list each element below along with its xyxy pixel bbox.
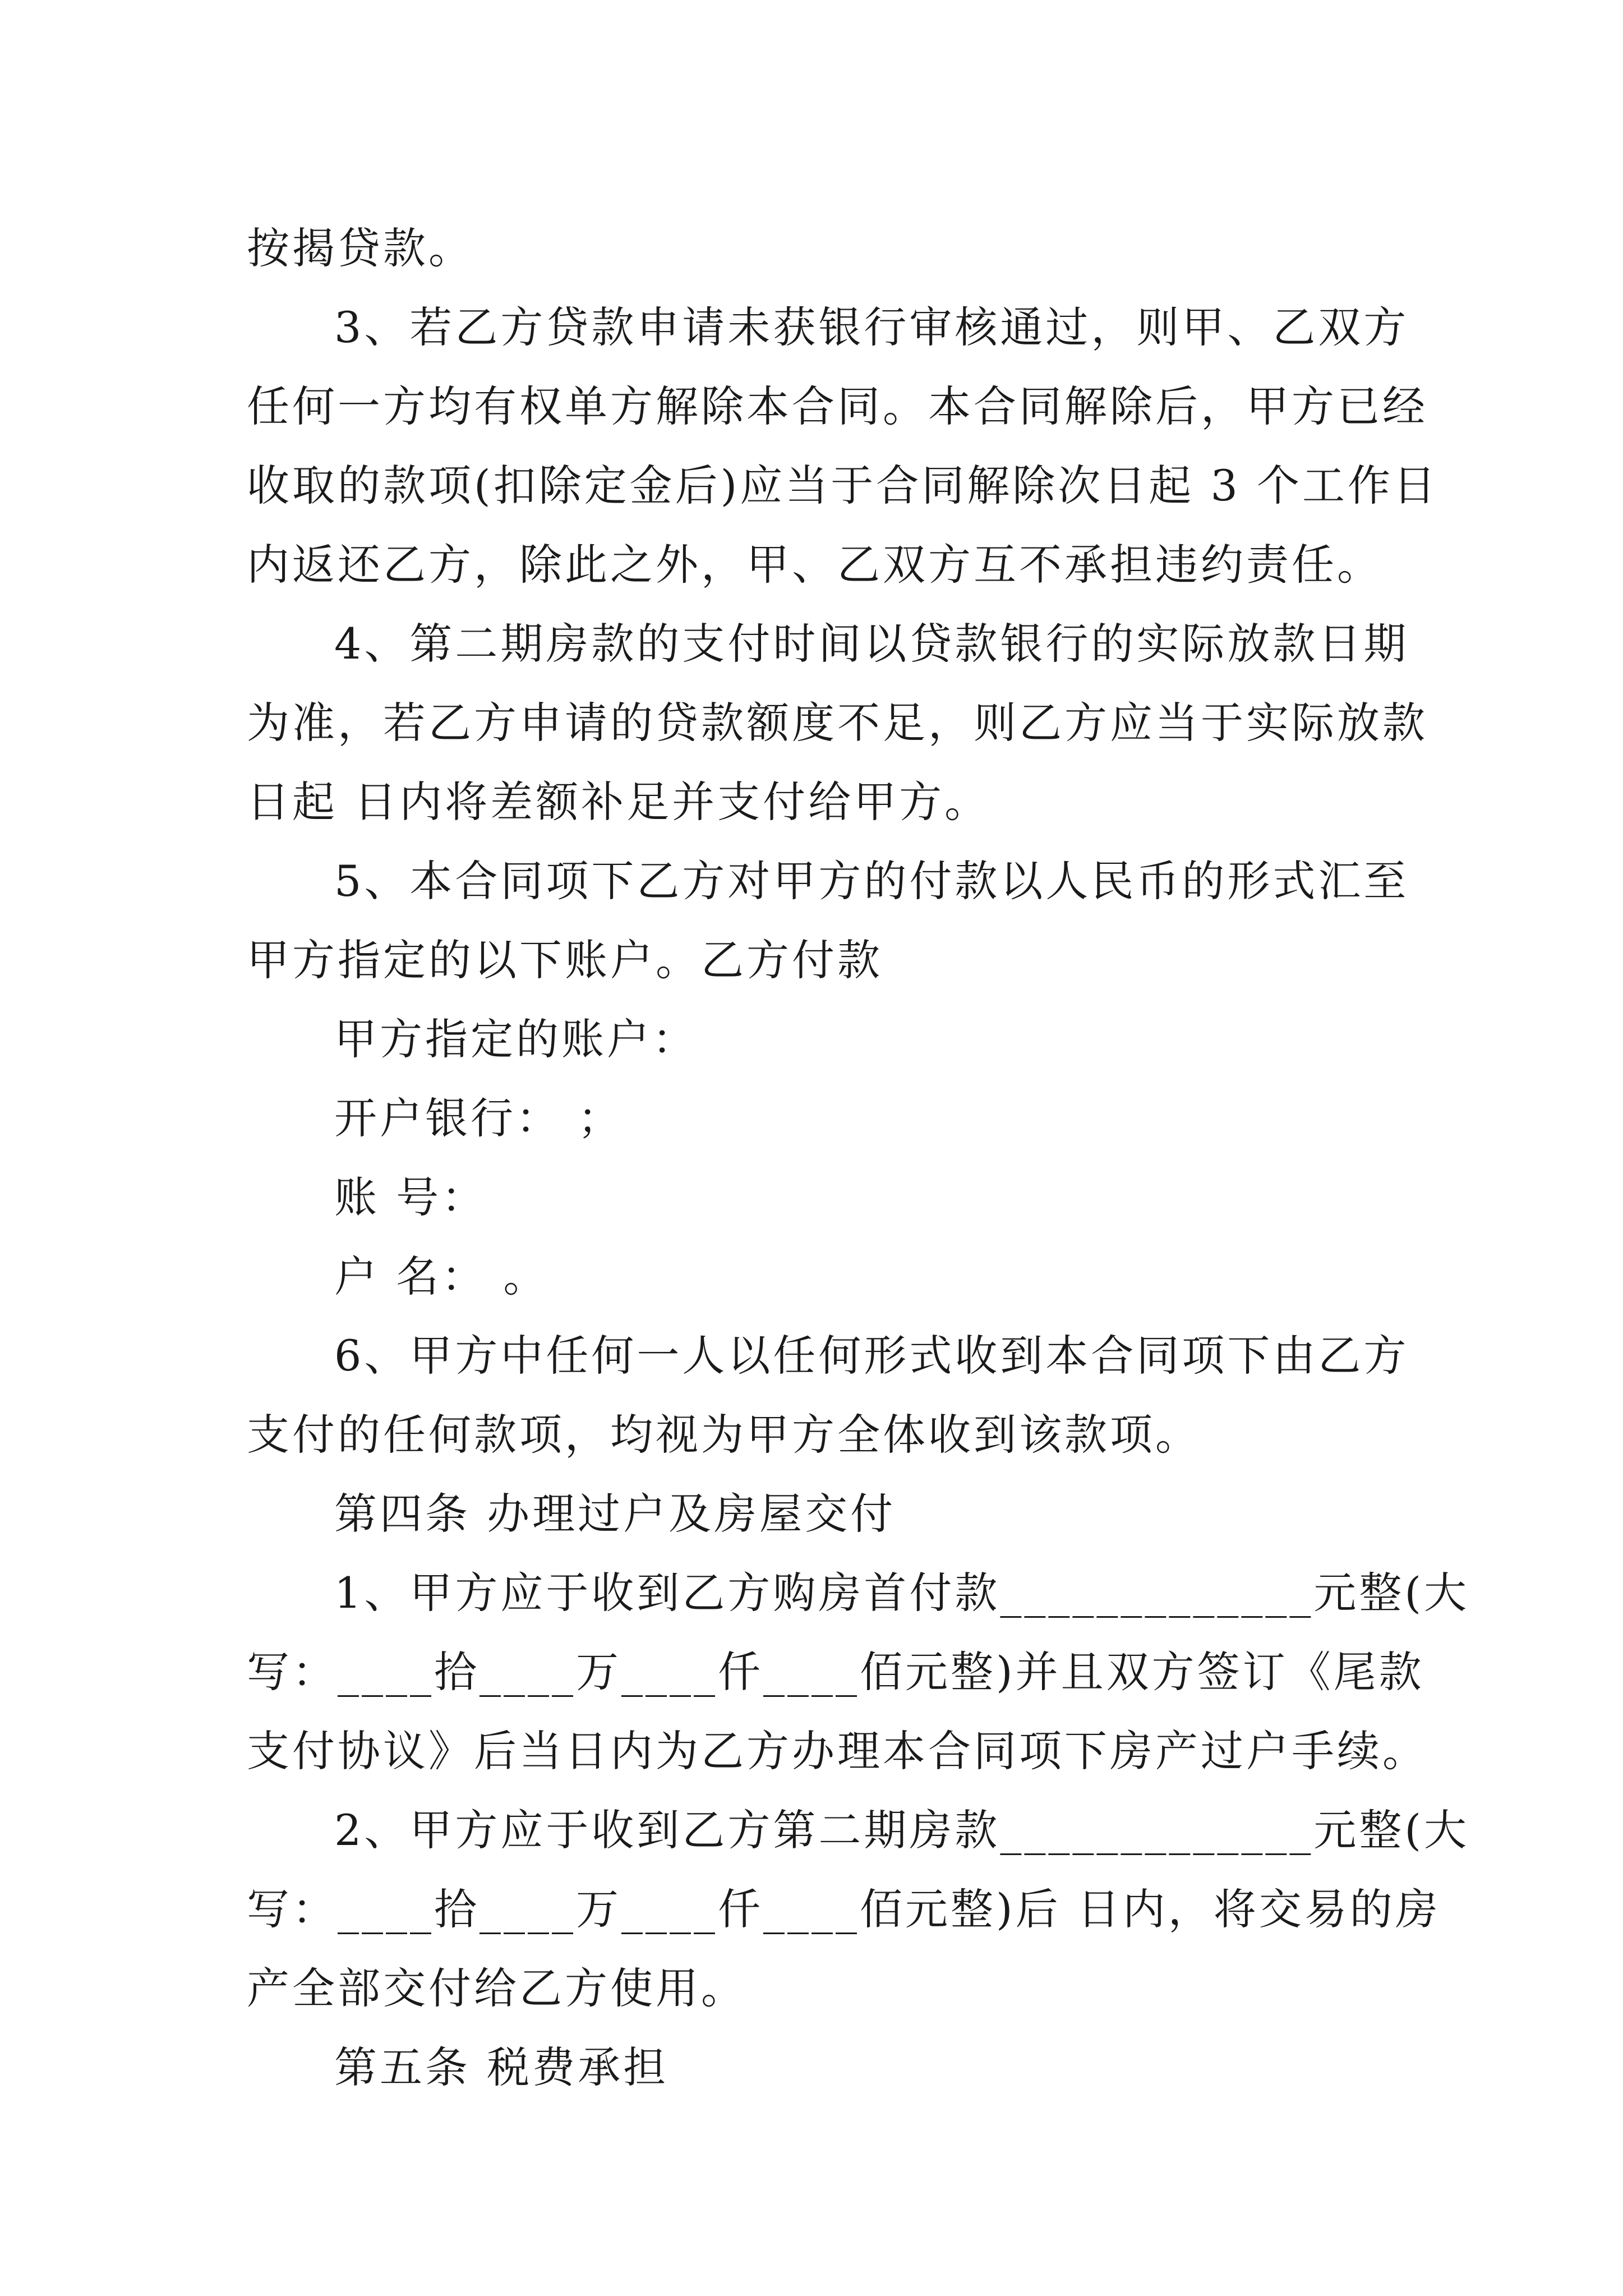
paragraph-line: 1、甲方应于收到乙方购房首付款_____________元整(大 [334, 1568, 1470, 1618]
paragraph-line: 支付的任何款项，均视为甲方全体收到该款项。 [247, 1410, 1201, 1460]
account-heading: 甲方指定的账户： [334, 1014, 698, 1064]
paragraph-line: 6、甲方中任何一人以任何形式收到本合同项下由乙方 [334, 1331, 1409, 1381]
document-page [247, 209, 1470, 2107]
paragraph-line: 4、第二期房款的支付时间以贷款银行的实际放款日期 [334, 619, 1409, 669]
article-heading: 第五条 税费承担 [334, 2042, 669, 2092]
paragraph-line: 产全部交付给乙方使用。 [247, 1963, 746, 2013]
paragraph-line: 2、甲方应于收到乙方第二期房款_____________元整(大 [334, 1805, 1470, 1855]
article-heading: 第四条 办理过户及房屋交付 [334, 1489, 896, 1539]
paragraph-line: 内返还乙方，除此之外，甲、乙双方互不承担违约责任。 [247, 540, 1382, 590]
paragraph-line: 日起 日内将差额补足并支付给甲方。 [247, 777, 990, 827]
paragraph-line: 5、本合同项下乙方对甲方的付款以人民币的形式汇至 [334, 856, 1409, 906]
paragraph-line: 甲方指定的以下账户。乙方付款 [247, 935, 883, 985]
paragraph-line: 支付协议》后当日内为乙方办理本合同项下房产过户手续。 [247, 1726, 1428, 1776]
paragraph-line: 任何一方均有权单方解除本合同。本合同解除后，甲方已经 [247, 381, 1428, 431]
account-name-field: 户 名： 。 [334, 1251, 549, 1301]
bank-field: 开户银行： ； [334, 1093, 624, 1143]
paragraph-line: 按揭贷款。 [247, 223, 474, 273]
paragraph-line: 写：____拾____万____仟____佰元整)后 日内，将交易的房 [247, 1884, 1441, 1934]
paragraph-line: 3、若乙方贷款申请未获银行审核通过，则甲、乙双方 [334, 302, 1409, 352]
paragraph-line: 收取的款项(扣除定金后)应当于合同解除次日起 3 个工作日 [247, 461, 1438, 510]
paragraph-line: 为准，若乙方申请的贷款额度不足，则乙方应当于实际放款 [247, 698, 1428, 748]
paragraph-line: 写：____拾____万____仟____佰元整)并且双方签订《尾款 [247, 1647, 1424, 1697]
account-number-field: 账 号： [334, 1172, 487, 1222]
